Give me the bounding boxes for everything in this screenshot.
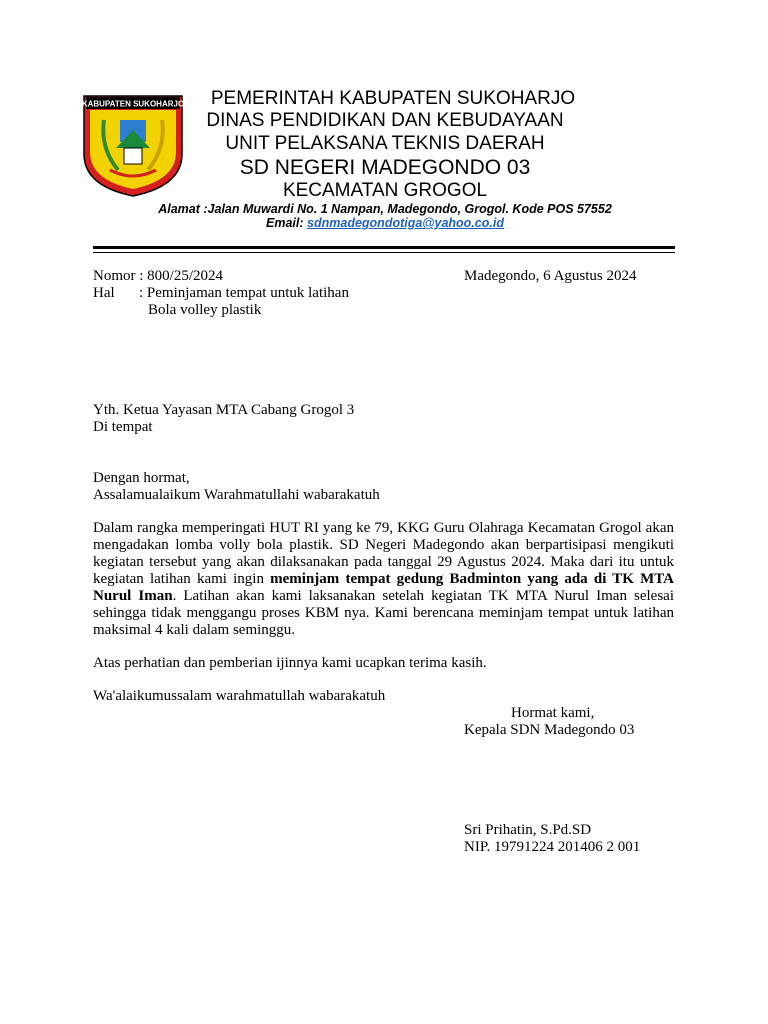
letterhead-divider-thick: [93, 246, 675, 249]
signer-name: Sri Prihatin, S.Pd.SD: [464, 822, 592, 838]
letterhead-government: PEMERINTAH KABUPATEN SUKOHARJO: [210, 88, 576, 109]
svg-text:KABUPATEN SUKOHARJO: KABUPATEN SUKOHARJO: [81, 99, 185, 109]
letterhead-divider-thin: [93, 252, 675, 253]
subject-label: Hal: [93, 285, 115, 301]
subject-line-2: Bola volley plastik: [148, 302, 262, 318]
signoff-regards: Hormat kami,: [511, 705, 595, 721]
body-text-2: . Latihan akan kami laksanakan setelah kegiatan TK MTA Nurul Iman selesai sehingga tidak menggangu proses KBM nya. Kami berencana meminjam tempat untuk latihan maksimal 4 kali dalam seminggu.: [93, 588, 674, 638]
letter-number: Nomor : 800/25/2024: [93, 268, 223, 284]
body-paragraph: [93, 520, 674, 639]
recipient: Yth. Ketua Yayasan MTA Cabang Grogol 3: [93, 402, 355, 418]
place-date: Madegondo, 6 Agustus 2024: [464, 268, 637, 284]
body-text-1: Dalam rangka memperingati HUT RI yang ke 79, KKG Guru Olahraga Kecamatan Grogol akan mengadakan lomba volly bola plastik. SD Negeri Madegondo akan berpartisipasi mengikuti kegiatan tersebut yang akan dilaksanakan pada tanggal 29 Agustus 2024. Maka dari itu untuk kegiatan latihan kami ingin: [93, 520, 674, 587]
letterhead-district: KECAMATAN GROGOL: [282, 180, 488, 201]
closing-thanks: Atas perhatian dan pemberian ijinnya kami ucapkan terima kasih.: [93, 655, 487, 671]
greeting: Dengan hormat,: [93, 470, 190, 486]
body-text-bold: meminjam tempat gedung Badminton yang ada di TK MTA Nurul Iman: [93, 571, 674, 604]
email-label: Email:: [266, 216, 308, 230]
salam-opening: Assalamualaikum Warahmatullahi wabarakatuh: [93, 487, 380, 503]
signoff-title: Kepala SDN Madegondo 03: [464, 722, 635, 738]
letterhead-address: Alamat :Jalan Muwardi No. 1 Nampan, Madegondo, Grogol. Kode POS 57552: [158, 202, 612, 216]
letterhead-department: DINAS PENDIDIKAN DAN KEBUDAYAAN: [206, 110, 564, 131]
letterhead-unit: UNIT PELAKSANA TEKNIS DAERAH: [225, 133, 545, 154]
email-link[interactable]: sdnmadegondotiga@yahoo.co.id: [307, 216, 504, 230]
salam-closing: Wa'alaikumussalam warahmatullah wabarakatuh: [93, 688, 386, 704]
letterhead-email-line: [90, 216, 680, 231]
signer-nip: NIP. 19791224 201406 2 001: [464, 839, 641, 855]
subject-line-1: : Peminjaman tempat untuk latihan: [139, 285, 349, 301]
recipient-location: Di tempat: [93, 419, 153, 435]
letterhead-school-name: SD NEGERI MADEGONDO 03: [239, 156, 531, 179]
